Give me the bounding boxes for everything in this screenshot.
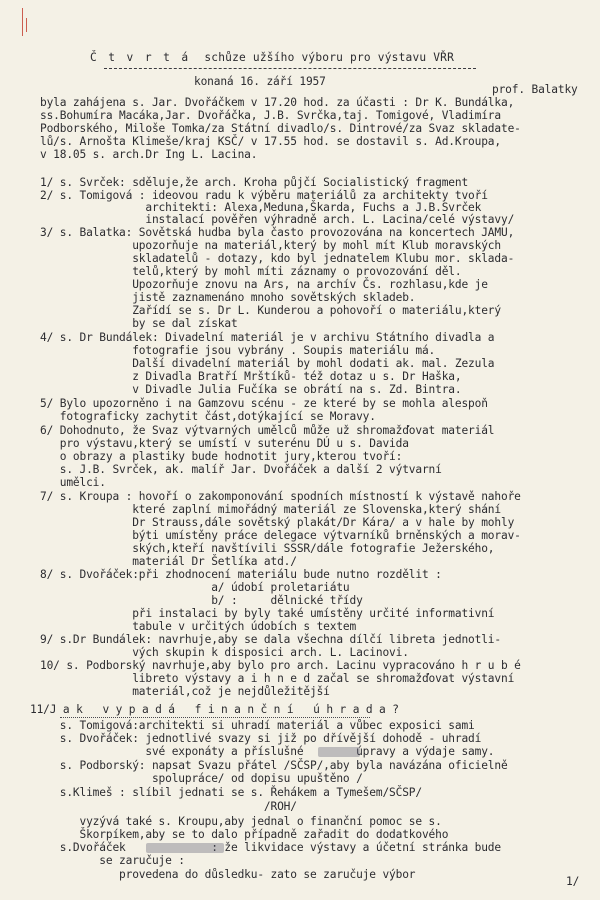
finance-line: provedena do důsledku- zato se zaručuje výbor	[40, 868, 416, 881]
item-line: býti umístěny práce delegace výtvarníků brněnských a morav-	[40, 529, 521, 542]
finance-line: s.Klimeš : slíbil jednati se s. Řehákem a Tymešem/SČSP/	[40, 786, 422, 799]
intro-line: lů/s. Arnošta Klimeše/kraj KSČ/ v 17.55 hod. se dostavil s. Ad.Kroupa,	[40, 135, 501, 148]
struck-word	[318, 747, 360, 757]
item-line: 6/ Dohodnuto, že Svaz výtvarných umělců může už shromažďovat materiál	[40, 424, 495, 437]
item-line: 3/ s. Balatka: Sovětská hudba byla často provozována na koncertech JAMU,	[40, 226, 515, 239]
item-line: 8/ s. Dvořáček:při zhodnocení materiálu bude nutno rozdělit :	[40, 568, 442, 581]
document-title: Č t v r t á schůze užšího výboru pro výstavu VŘR	[90, 51, 455, 64]
item-line: tabule v určitých údobích s textem	[40, 620, 357, 633]
heading-underline	[60, 717, 370, 718]
finance-line: své exponáty a příslušné úpravy a výdaje samy.	[40, 745, 495, 758]
item-line: s. J.B. Svrček, ak. malíř Jar. Dvořáček a další 2 výtvarní	[40, 463, 442, 476]
item-line: v Divadle Julia Fučíka se obrátí na s. Zd. Bintra.	[40, 383, 462, 396]
item-line: 10/ s. Podborský navrhuje,aby bylo pro arch. Lacinu vypracováno h r u b é	[40, 659, 521, 672]
item-line: Další divadelní materiál by mohl dodati ak. mal. Zezula	[40, 357, 495, 370]
item-line: instalací pověřen výhradně arch. L. Lacina/celé výstavy/	[40, 213, 515, 226]
item-line: 1/ s. Svrček: sděluje,že arch. Kroha půjčí Socialistický fragment	[40, 176, 469, 189]
item-line: Dr Strauss,dále sovětský plakát/Dr Kára/ a v hale by mohly	[40, 516, 515, 529]
item-line: Zařídí se s. Dr L. Kunderou a pohovoří o materiálu,který	[40, 304, 501, 317]
intro-line: byla zahájena s. Jar. Dvořáčkem v 17.20 hod. za účasti : Dr K. Bundálka,	[40, 96, 515, 109]
item-line: a/ údobí proletariátu	[40, 581, 350, 594]
finance-line: s.Dvořáček : že likvidace výstavy a účetní stránka bude	[40, 841, 501, 854]
prof-note: prof. Balatky	[492, 83, 578, 96]
item-line: 9/ s.Dr Bundálek: navrhuje,aby se dala všechna dílčí libreta jednotli-	[40, 633, 501, 646]
item-line: ských,kteří navštívili SSSR/dále fotografie Ježerského,	[40, 542, 495, 555]
item-line: které zaplní mimořádný materiál ze Slovenska,který shání	[40, 503, 501, 516]
item-line: 4/ s. Dr Bundálek: Divadelní materiál je v archivu Státního divadla a	[40, 331, 495, 344]
intro-line: ss.Bohumíra Macáka,Jar. Dvořáčka, J.B. Svrčka,taj. Tomigové, Vladimíra	[40, 109, 501, 122]
intro-line: Podborského, Miloše Tomka/za Státní divadlo/s. Dintrové/za Svaz skladate-	[40, 122, 521, 135]
item-line: materiál,což je nejdůležitější	[40, 685, 330, 698]
margin-mark	[22, 8, 23, 36]
finance-line: s. Podborský: napsat Svazu přátel /SČSP/,aby byla navázána oficielně	[40, 759, 508, 772]
item-line: 7/ s. Kroupa : hovoří o zakomponování spodních místností k výstavě nahoře	[40, 490, 521, 503]
title-rule	[104, 68, 476, 69]
item-line: architekti: Alexa,Meduna,Škarda, Fuchs a J.B.Svrček	[40, 201, 482, 214]
item-line: o obrazy a plastiky bude hodnotit jury,kterou tvoří:	[40, 450, 403, 463]
item-line: telů,který by mohl míti záznamy o provozování děl.	[40, 265, 462, 278]
item-line: upozorňuje na materiál,který by mohl mít Klub moravských	[40, 239, 501, 252]
finance-line: /ROH/	[40, 800, 297, 813]
item-line: fotografie jsou vybrány . Soupis materiálu má.	[40, 344, 436, 357]
finance-line: se zaručuje :	[40, 854, 185, 867]
item-line: jistě zaznamenáno mnoho sovětských skladeb.	[40, 291, 416, 304]
finance-line: spolupráce/ od dopisu upuštěno /	[40, 772, 363, 785]
section-11-heading: 11/J a k v y p a d á f i n a n č n í ú h r a d a ?	[30, 703, 399, 716]
margin-mark	[26, 18, 27, 32]
intro-line: v 18.05 s. arch.Dr Ing L. Lacina.	[40, 148, 258, 161]
finance-line: s. Dvořáček: jednotlivé svazy si již po dřívější dohodě - uhradí	[40, 732, 482, 745]
item-line: by se dal získat	[40, 317, 238, 330]
item-line: 5/ Bylo upozorněno i na Gamzovu scénu - ze které by se mohla alespoň	[40, 397, 488, 410]
item-line: materiál Dr Šetlíka atd./	[40, 555, 297, 568]
item-line: skladatelů - dotazy, kdo byl jednatelem Klubu mor. sklada-	[40, 252, 515, 265]
item-line: fotograficky zachytit část,dotýkající se Moravy.	[40, 410, 376, 423]
finance-line: s. Tomigová:architekti si uhradí materiál a vůbec exposici sami	[40, 719, 475, 732]
struck-word	[146, 843, 224, 853]
item-line: 2/ s. Tomigová : ideovou radu k výběru materiálů za architekty tvoří	[40, 189, 488, 202]
item-line: Upozorňuje znovu na Ars, na archív Čs. rozhlasu,kde je	[40, 278, 488, 291]
item-line: libreto výstavy a i h n e d začal se shromažďovat výstavní	[40, 672, 515, 685]
item-line: vých skupin k disposici arch. L. Lacinovi.	[40, 646, 409, 659]
item-line: pro výstavu,který se umístí v suterénu DÚ u s. Davida	[40, 437, 409, 450]
finance-line: Škorpíkem,aby se to dalo případně zařadit do dodatkového	[40, 828, 449, 841]
item-line: b/ : dělnické třídy	[40, 594, 363, 607]
item-line: umělci.	[40, 476, 106, 489]
finance-line: vyzývá také s. Kroupu,aby jednal o finanční pomoc se s.	[40, 815, 442, 828]
meeting-date: konaná 16. září 1957	[194, 75, 326, 88]
page-number: 1/	[566, 875, 580, 888]
item-line: při instalaci by byly také umístěny určité informativní	[40, 607, 495, 620]
item-line: z Divadla Bratří Mrštíků- též dotaz u s. Dr Haška,	[40, 370, 462, 383]
